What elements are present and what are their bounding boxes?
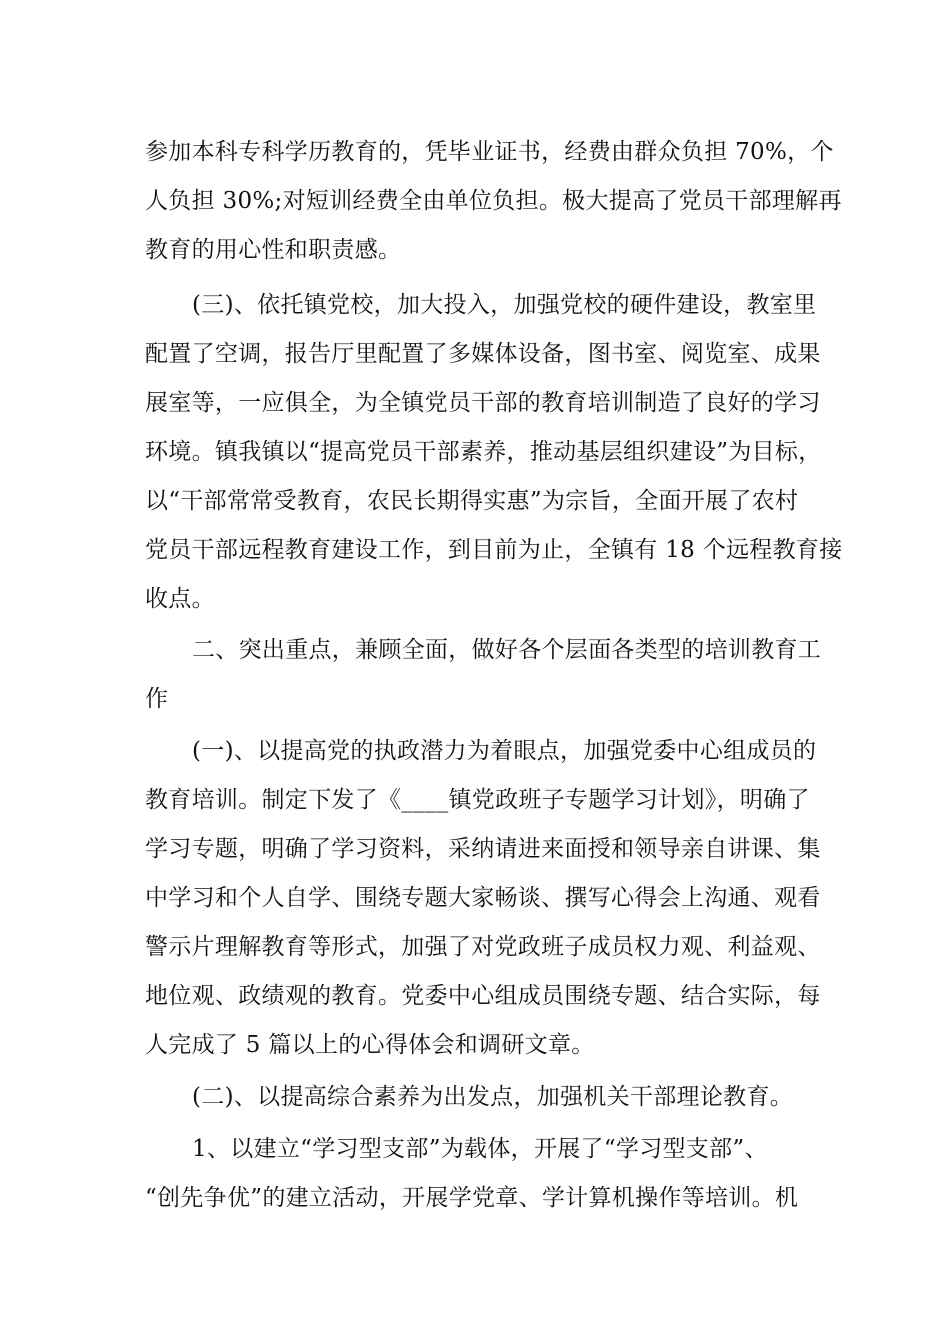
paragraph-heading-3: (三)、依托镇党校，加大投入，加强党校的硬件建设，教室里 [192,292,817,318]
text-line: 参加本科专科学历教育的，凭毕业证书，经费由群众负担 70%，个 [145,139,834,165]
paragraph-heading-1: (一)、以提高党的执政潜力为着眼点，加强党委中心组成员的 [192,738,817,764]
text-line: 中学习和个人自学、围绕专题大家畅谈、撰写心得会上沟通、观看 [145,885,821,911]
text-line: 教育的用心性和职责感。 [145,237,402,263]
text-line: 环境。镇我镇以“提高党员干部素养，推动基层组织建设”为目标， [145,439,822,465]
text-line: 党员干部远程教育建设工作，到目前为止，全镇有 18 个远程教育接 [145,537,843,563]
text-line: 配置了空调，报告厅里配置了多媒体设备，图书室、阅览室、成果 [145,341,821,367]
text-line: 展室等，一应俱全，为全镇党员干部的教育培训制造了良好的学习 [145,390,821,416]
text-line: 以“干部常常受教育，农民长期得实惠”为宗旨，全面开展了农村 [145,488,799,514]
text-line: 收点。 [145,586,215,612]
section-heading-2: 二、突出重点，兼顾全面，做好各个层面各类型的培训教育工 [192,637,822,663]
text-line: “创先争优”的建立活动，开展学党章、学计算机操作等培训。机 [145,1185,799,1211]
text-line: 作 [145,686,169,712]
text-line: 1、以建立“学习型支部”为载体，开展了“学习型支部”、 [192,1136,768,1162]
text-line: 教育培训。制定下发了《____镇党政班子专题学习计划》，明确了 [145,787,810,813]
text-line: 人完成了 5 篇以上的心得体会和调研文章。 [145,1032,595,1058]
text-line: 学习专题，明确了学习资料，采纳请进来面授和领导亲自讲课、集 [145,836,821,862]
text-line: 地位观、政绩观的教育。党委中心组成员围绕专题、结合实际，每 [145,983,821,1009]
text-line: 警示片理解教育等形式，加强了对党政班子成员权力观、利益观、 [145,934,821,960]
text-line: 人负担 30%;对短训经费全由单位负担。极大提高了党员干部理解再 [145,188,842,214]
paragraph-heading-2: (二)、以提高综合素养为出发点，加强机关干部理论教育。 [192,1084,794,1110]
